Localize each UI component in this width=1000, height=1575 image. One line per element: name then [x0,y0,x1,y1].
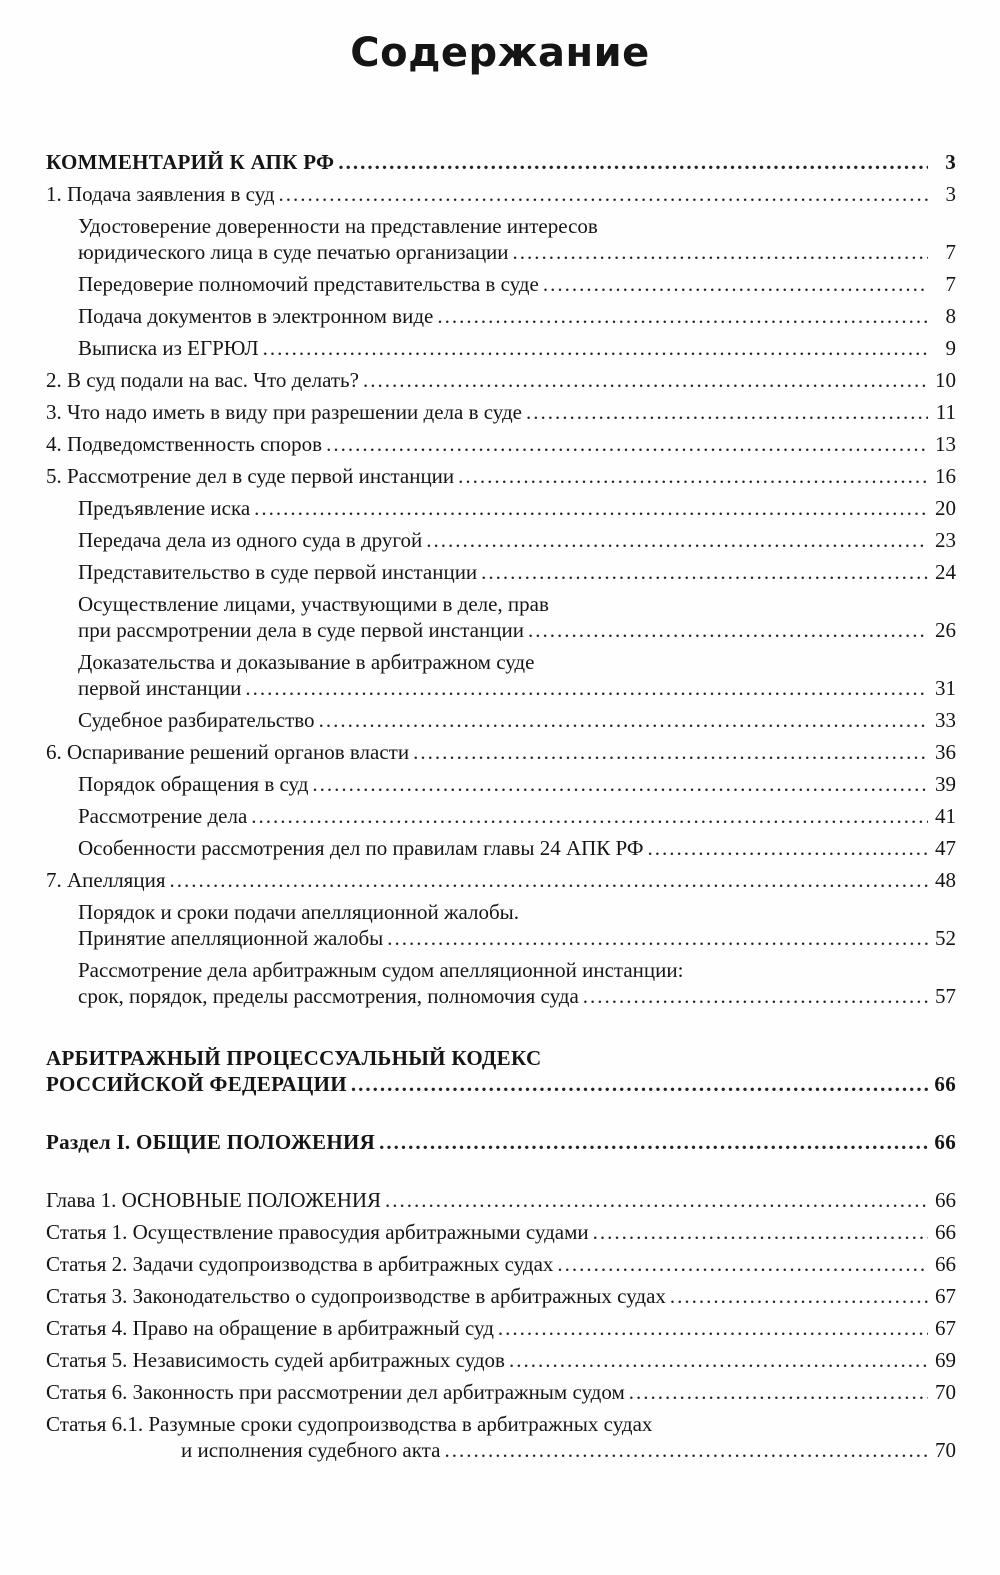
toc-entry[interactable] [46,926,956,958]
toc-entry[interactable] [46,272,956,304]
toc-page-number: 52 [935,926,956,950]
toc-page-number: 66 [934,1130,956,1154]
toc-entry[interactable] [46,400,956,432]
dot-leader [528,618,928,643]
toc-page-number: 9 [945,336,956,360]
toc-page-number: 36 [935,740,956,764]
toc-page-number: 47 [935,836,956,860]
toc-entry[interactable] [46,560,956,592]
toc-entry-title: Принятие апелляционной жалобы [78,926,384,950]
toc-entry-title: 3. Что надо иметь в виду при разрешении дела в суде [46,400,522,424]
toc-page-number: 57 [935,984,956,1008]
toc-entry[interactable] [46,618,956,650]
toc-entry[interactable] [46,1252,956,1284]
dot-leader [437,304,928,329]
toc-entry[interactable] [46,836,956,868]
toc-entry-title: Рассмотрение дела арбитражным судом апелляционной инстанции: [78,958,684,982]
toc-page-number: 48 [935,868,956,892]
table-of-contents [46,150,956,1470]
toc-entry-title: Судебное разбирательство [78,708,315,732]
toc-entry-title: Статья 6.1. Разумные сроки судопроизводства в арбитражных судах [46,1412,653,1436]
toc-entry-title: Удостоверение доверенности на представление интересов [78,214,598,238]
toc-entry-title: Передоверие полномочий представительства в суде [78,272,539,296]
toc-entry-title: Предъявление иска [78,496,251,520]
dot-leader [413,740,928,765]
toc-page-number: 26 [935,618,956,642]
toc-page-number: 7 [945,272,956,296]
toc-entry[interactable] [46,900,956,926]
toc-entry[interactable] [46,708,956,740]
toc-entry-title: Подача документов в электронном виде [78,304,434,328]
dot-leader [351,1072,928,1097]
toc-entry-title: Глава 1. ОСНОВНЫЕ ПОЛОЖЕНИЯ [46,1188,382,1212]
toc-page-number: 3 [945,182,956,206]
toc-entry-title: 2. В суд подали на вас. Что делать? [46,368,359,392]
toc-page-number: 66 [935,1188,956,1212]
toc-part-heading[interactable] [46,150,956,182]
dot-leader [593,1220,928,1245]
toc-page-number: 39 [935,772,956,796]
toc-entry-title: Статья 3. Законодательство о судопроизводстве в арбитражных судах [46,1284,666,1308]
dot-leader [526,400,928,425]
toc-page-number: 66 [934,1072,956,1096]
dot-leader [379,1130,928,1155]
toc-part-heading[interactable] [46,1072,956,1104]
dot-leader [426,528,928,553]
toc-entry-title: Порядок обращения в суд [78,772,309,796]
dot-leader [254,496,928,521]
dot-leader [444,1438,928,1463]
toc-entry-title: Статья 5. Независимость судей арбитражных судов [46,1348,505,1372]
toc-page-number: 24 [935,560,956,584]
toc-entry-title: КОММЕНТАРИЙ К АПК РФ [46,150,335,174]
toc-entry-title: юридического лица в суде печатью организации [78,240,509,264]
toc-page-number: 10 [935,368,956,392]
toc-entry[interactable] [46,984,956,1016]
toc-entry[interactable] [46,368,956,400]
toc-entry[interactable] [46,868,956,900]
toc-entry[interactable] [46,1316,956,1348]
dot-leader [387,926,928,951]
toc-page-number: 11 [935,400,956,424]
toc-entry-title: АРБИТРАЖНЫЙ ПРОЦЕССУАЛЬНЫЙ КОДЕКС [46,1046,542,1070]
toc-entry[interactable] [46,214,956,240]
toc-page-number: 70 [935,1438,956,1462]
toc-entry-title: РОССИЙСКОЙ ФЕДЕРАЦИИ [46,1072,347,1096]
toc-page-number: 13 [935,432,956,456]
dot-leader [498,1316,928,1341]
toc-page-number: 3 [945,150,956,174]
toc-entry-title: первой инстанции [78,676,242,700]
toc-entry-title: 6. Оспаривание решений органов власти [46,740,410,764]
toc-entry[interactable] [46,1188,956,1220]
toc-entry[interactable] [46,1220,956,1252]
toc-page-number: 33 [935,708,956,732]
toc-entry[interactable] [46,592,956,618]
toc-entry-title: Статья 2. Задачи судопроизводства в арбитражных судах [46,1252,554,1276]
toc-entry[interactable] [46,740,956,772]
toc-page-number: 7 [945,240,956,264]
toc-page-number: 16 [935,464,956,488]
toc-part-heading[interactable] [46,1046,956,1072]
dot-leader [245,676,928,701]
toc-entry[interactable] [46,804,956,836]
toc-page-number: 67 [935,1284,956,1308]
toc-section-heading[interactable] [46,1130,956,1162]
dot-leader [647,836,928,861]
toc-page-number: 41 [935,804,956,828]
toc-entry-title: 4. Подведомственность споров [46,432,323,456]
toc-entry-title: и исполнения судебного акта [181,1438,441,1462]
dot-leader [543,272,928,297]
dot-leader [481,560,928,585]
toc-entry[interactable] [46,528,956,560]
toc-entry-title: Представительство в суде первой инстанции [78,560,478,584]
toc-entry[interactable] [46,1284,956,1316]
dot-leader [319,708,928,733]
toc-entry-title: 5. Рассмотрение дел в суде первой инстанции [46,464,455,488]
dot-leader [279,182,928,207]
toc-entry-title: Статья 1. Осуществление правосудия арбитражными судами [46,1220,589,1244]
toc-entry-title: Порядок и сроки подачи апелляционной жалобы. [78,900,520,924]
dot-leader [326,432,928,457]
toc-entry-title: Статья 4. Право на обращение в арбитражный суд [46,1316,494,1340]
dot-leader [513,240,928,265]
dot-leader [629,1380,928,1405]
dot-leader [263,336,928,361]
toc-entry-title: Выписка из ЕГРЮЛ [78,336,259,360]
toc-entry[interactable] [46,432,956,464]
dot-leader [363,368,928,393]
toc-entry[interactable] [46,1438,956,1470]
toc-entry[interactable] [46,240,956,272]
toc-page-number: 8 [945,304,956,328]
page-title: Содержание [350,30,650,76]
toc-page-number: 23 [935,528,956,552]
dot-leader [169,868,928,893]
toc-entry[interactable] [46,1348,956,1380]
toc-entry[interactable] [46,650,956,676]
toc-entry[interactable] [46,182,956,214]
toc-page-number: 67 [935,1316,956,1340]
toc-entry-title: Особенности рассмотрения дел по правилам главы 24 АПК РФ [78,836,644,860]
dot-leader [583,984,928,1009]
toc-page-number: 66 [935,1220,956,1244]
dot-leader [670,1284,928,1309]
toc-entry-title: Раздел I. ОБЩИЕ ПОЛОЖЕНИЯ [46,1130,376,1154]
dot-leader [458,464,928,489]
toc-page-number: 31 [935,676,956,700]
dot-leader [509,1348,928,1373]
toc-page-number: 70 [935,1380,956,1404]
toc-entry[interactable] [46,336,956,368]
toc-entry[interactable] [46,464,956,496]
toc-entry-title: Осуществление лицами, участвующими в деле, прав [78,592,549,616]
toc-entry[interactable] [46,304,956,336]
toc-page-number: 20 [935,496,956,520]
toc-entry-title: 1. Подача заявления в суд [46,182,275,206]
toc-page-number: 69 [935,1348,956,1372]
toc-entry-title: Доказательства и доказывание в арбитражном суде [78,650,535,674]
toc-entry-title: Передача дела из одного суда в другой [78,528,423,552]
dot-leader [557,1252,928,1277]
toc-entry[interactable] [46,1380,956,1412]
toc-entry-title: срок, порядок, пределы рассмотрения, полномочия суда [78,984,579,1008]
toc-entry[interactable] [46,772,956,804]
toc-entry-title: Рассмотрение дела [78,804,248,828]
dot-leader [312,772,928,797]
dot-leader [251,804,928,829]
toc-entry-title: 7. Апелляция [46,868,166,892]
dot-leader [385,1188,928,1213]
toc-entry[interactable] [46,496,956,528]
toc-entry[interactable] [46,1412,956,1438]
dot-leader [338,150,928,175]
toc-entry[interactable] [46,958,956,984]
toc-entry[interactable] [46,676,956,708]
toc-entry-title: Статья 6. Законность при рассмотрении дел арбитражным судом [46,1380,625,1404]
toc-entry-title: при рассмротрении дела в суде первой инстанции [78,618,524,642]
toc-page-number: 66 [935,1252,956,1276]
